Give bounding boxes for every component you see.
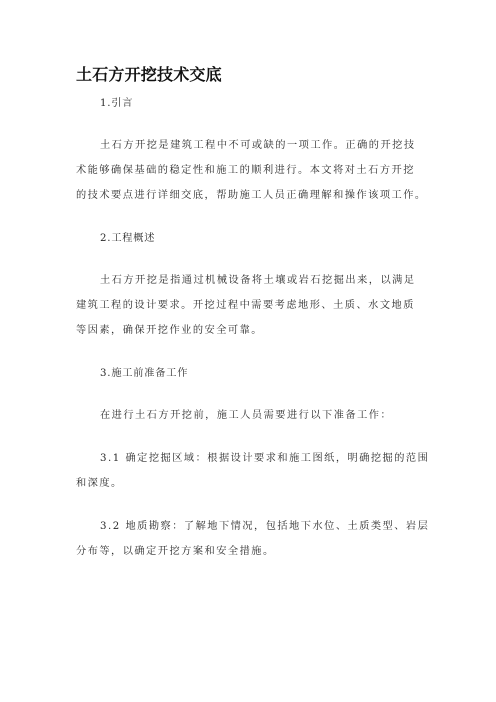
paragraph-line: 土石方开挖是指通过机械设备将土壤或岩石挖掘出来，以满足 <box>100 275 416 286</box>
section-heading-overview: 2.工程概述 <box>100 233 156 244</box>
paragraph-line: 分布等，以确定开挖方案和安全措施。 <box>76 546 275 557</box>
paragraph-line: 在进行土石方开挖前，施工人员需要进行以下准备工作： <box>100 410 393 421</box>
paragraph-line: 建筑工程的设计要求。开挖过程中需要考虑地形、土质、水文地质 <box>76 300 415 311</box>
paragraph-line: 土石方开挖是建筑工程中不可或缺的一项工作。正确的开挖技 <box>100 140 416 151</box>
paragraph-line: 术能够确保基础的稳定性和施工的顺利进行。本文将对土石方开挖 <box>76 165 415 176</box>
paragraph-line: 和深度。 <box>76 478 123 489</box>
section-heading-intro: 1.引言 <box>100 98 134 109</box>
section-heading-preparation: 3.施工前准备工作 <box>100 368 189 379</box>
paragraph-line: 等因素，确保开挖作业的安全可靠。 <box>76 325 263 336</box>
paragraph-line: 3.2 地质勘察：了解地下情况，包括地下水位、土质类型、岩层 <box>100 521 430 532</box>
document-title: 土石方开挖技术交底 <box>76 65 222 84</box>
paragraph-line: 的技术要点进行详细交底，帮助施工人员正确理解和操作该项工作。 <box>76 190 427 201</box>
paragraph-line: 3.1 确定挖掘区域：根据设计要求和施工图纸，明确挖掘的范围 <box>100 453 430 464</box>
